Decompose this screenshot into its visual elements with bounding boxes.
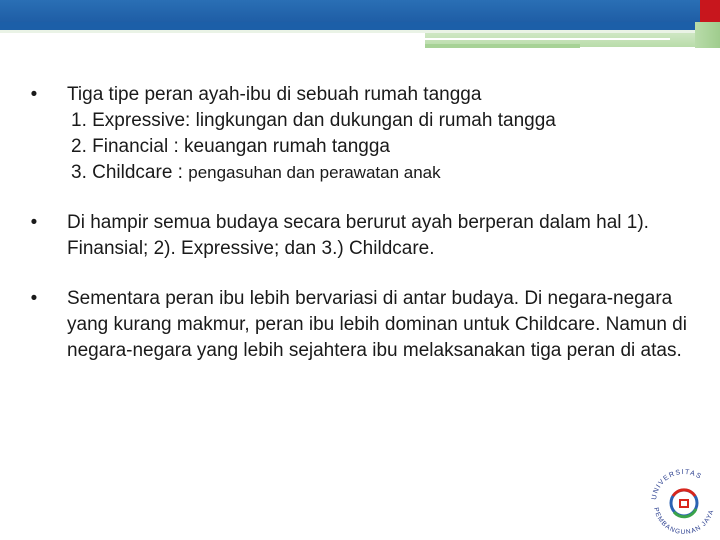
bullet-lead-text: Tiga tipe peran ayah-ibu di sebuah rumah tangga (67, 84, 482, 105)
logo-text-top: UNIVERSITAS (650, 468, 703, 501)
header-stripe-blue (0, 22, 720, 30)
role-item-expressive: 1. Expressive: lingkungan dan dukungan di rumah tangga (71, 110, 556, 131)
bullet-mother-roles (28, 286, 688, 364)
bullet-text: Sementara peran ibu lebih bervariasi di antar budaya. Di negara-negara yang kurang makmur, peran ibu lebih dominan untuk Childcare. Namun di negara-negara yang lebih sejahtera ibu melaksanakan tiga peran di atas. (67, 288, 687, 361)
header-corner-green (695, 22, 720, 48)
role-item-financial: 2. Financial : keuangan rumah tangga (71, 136, 390, 157)
logo-emblem-icon (671, 490, 697, 517)
logo-text-bottom: PEMBANGUNAN JAYA (652, 506, 716, 537)
header-stripe-white (425, 38, 670, 40)
bullet-father-order (28, 210, 688, 262)
role-item-childcare-label: 3. Childcare : (71, 162, 189, 183)
bullet-marker: • (30, 288, 38, 309)
role-item-childcare-desc: pengasuhan dan perawatan anak (188, 163, 441, 182)
slide-content (28, 82, 688, 388)
bullet-text: Di hampir semua budaya secara berurut ayah berperan dalam hal 1). Finansial; 2). Expressive; dan 3.) Childcare. (67, 212, 649, 259)
header-bar-red (700, 0, 720, 22)
bullet-marker: • (30, 212, 38, 233)
header-bar-blue (0, 0, 700, 22)
bullet-parent-roles (28, 82, 688, 186)
role-item-childcare (67, 160, 688, 186)
header-stripe-green-mid (425, 44, 580, 48)
university-logo (646, 462, 720, 538)
bullet-marker: • (30, 84, 38, 105)
